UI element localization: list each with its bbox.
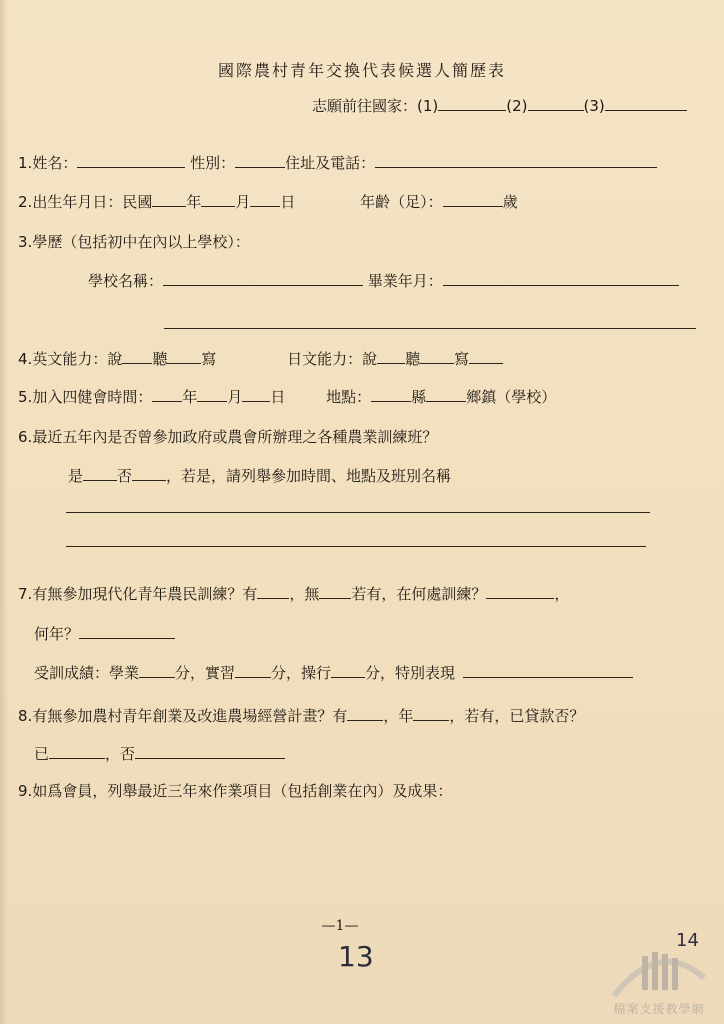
modern-training-question: 有無參加現代化青年農民訓練？有 [32,585,258,603]
gender-field[interactable] [235,153,285,168]
county-unit: 縣 [411,388,427,406]
q9-row [18,781,452,801]
special-label: 分，特別表現 [365,664,456,682]
address-label: 住址及電話： [285,154,376,172]
yes-label: 是 [68,467,84,485]
loan-yes-label: 已 [34,745,50,763]
q6-number: 6. [18,428,33,446]
birth-label: 出生年月日：民國 [32,193,153,211]
name-field[interactable] [77,153,185,168]
q4-number: 4. [18,350,33,368]
training-detail-line-1[interactable] [66,512,650,513]
age-field[interactable] [443,192,503,207]
watermark [604,938,714,1018]
q2-row [18,192,518,212]
loan-no-field[interactable] [135,744,285,759]
q8-number: 8. [18,707,33,725]
startup-question: 有無參加農村青年創業及改進農場經營計畫？有 [32,707,348,725]
4h-year-field[interactable] [152,387,182,402]
modern-no-label: ，無 [289,585,320,603]
place-label: 地點： [326,388,372,406]
loan-label: ，若有，已貸款否？ [449,707,585,725]
grades-label: 受訓成績：學業 [34,664,140,682]
q2-number: 2. [18,193,33,211]
english-listen-field[interactable] [167,349,201,364]
japanese-write-label: 寫 [454,350,470,368]
county-field[interactable] [371,387,411,402]
school-row [88,271,679,291]
4h-join-label: 加入四健會時間： [32,388,153,406]
birth-month-unit: 月 [235,193,251,211]
name-label: 姓名： [32,154,78,172]
birth-day-unit: 日 [280,193,296,211]
loan-row [34,744,285,764]
practice-label: 分，實習 [175,664,236,682]
training-question: 最近五年內是否曾參加政府或農會所辦理之各種農業訓練班？ [32,428,438,446]
training-detail-label: ，若是，請列舉參加時間、地點及班別名稱 [166,467,452,485]
birth-year-field[interactable] [152,192,186,207]
paper-edge [0,0,8,1024]
age-label: 年齡（足）： [360,193,443,211]
japanese-listen-label: 聽 [405,350,421,368]
no-label: 否 [117,467,133,485]
q3-row [18,232,250,252]
education-extra-line[interactable] [164,328,696,329]
birth-year-unit: 年 [186,193,202,211]
handwritten-13: 13 [338,940,374,973]
english-label: 英文能力：說 [32,350,123,368]
town-field[interactable] [426,387,466,402]
where-field[interactable] [486,584,554,599]
q5-row [18,387,556,407]
japanese-write-field[interactable] [469,349,503,364]
country-1-field[interactable] [438,96,506,111]
practice-field[interactable] [235,663,271,678]
japanese-label: 日文能力：說 [287,350,378,368]
4h-day-unit: 日 [270,388,286,406]
startup-yes-field[interactable] [347,706,383,721]
q4-row [18,349,503,369]
4h-month-field[interactable] [197,387,227,402]
where-label: 若有，在何處訓練？ [351,585,487,603]
watermark-logo-icon [604,938,714,1000]
modern-no-field[interactable] [319,584,351,599]
q1-row [18,153,657,173]
form-title: 國際農村青年交換代表候選人簡歷表 [217,61,506,80]
4h-month-unit: 月 [227,388,243,406]
conduct-field[interactable] [331,663,365,678]
desired-country-row [312,96,687,116]
grades-row [34,663,633,683]
country-2-field[interactable] [528,96,584,111]
modern-yes-field[interactable] [257,584,289,599]
startup-year-label: ，年 [383,707,414,725]
when-row [34,624,175,644]
when-label: 何年？ [34,625,80,643]
startup-year-field[interactable] [413,706,449,721]
country-1-label: (1) [417,97,439,115]
q6-row [18,427,437,447]
desired-country-label: 志願前往國家： [312,97,418,115]
q1-number: 1. [18,154,33,172]
country-3-label: (3) [583,97,605,115]
training-detail-line-2[interactable] [66,546,646,547]
english-speak-field[interactable] [122,349,152,364]
no-field[interactable] [132,466,166,481]
q5-number: 5. [18,388,33,406]
handwritten-14: 14 [676,930,699,951]
country-2-label: (2) [506,97,528,115]
school-field[interactable] [163,271,363,286]
birth-day-field[interactable] [250,192,280,207]
japanese-listen-field[interactable] [420,349,454,364]
yes-field[interactable] [83,466,117,481]
english-listen-label: 聽 [152,350,168,368]
page-number: —1— [321,918,359,934]
conduct-label: 分，操行 [271,664,332,682]
4h-year-unit: 年 [182,388,198,406]
academic-field[interactable] [139,663,175,678]
member-projects-question: 如爲會員，列舉最近三年來作業項目（包括創業在內）及成果： [32,782,453,800]
q9-number: 9. [18,782,33,800]
when-field[interactable] [79,624,175,639]
school-label: 學校名稱： [88,272,164,290]
where-comma: ， [554,585,570,603]
gender-label: 性別： [190,154,236,172]
country-3-field[interactable] [605,96,687,111]
q3-number: 3. [18,233,33,251]
q8-row [18,706,584,726]
training-yes-no-row [68,466,451,486]
loan-no-label: ，否 [105,745,136,763]
q7-number: 7. [18,585,33,603]
town-unit: 鄉鎮（學校） [466,388,557,406]
japanese-speak-field[interactable] [377,349,405,364]
address-field[interactable] [375,153,657,168]
education-label: 學歷（包括初中在內以上學校）： [32,233,250,251]
grad-label: 畢業年月： [367,272,443,290]
age-unit: 歲 [502,193,518,211]
4h-day-field[interactable] [242,387,270,402]
special-field[interactable] [463,663,633,678]
watermark-text: 檔案支援教學網 [613,1002,705,1016]
english-write-label: 寫 [201,350,217,368]
loan-yes-field[interactable] [49,744,105,759]
q7-row [18,584,569,604]
grad-field[interactable] [443,271,679,286]
birth-month-field[interactable] [201,192,235,207]
